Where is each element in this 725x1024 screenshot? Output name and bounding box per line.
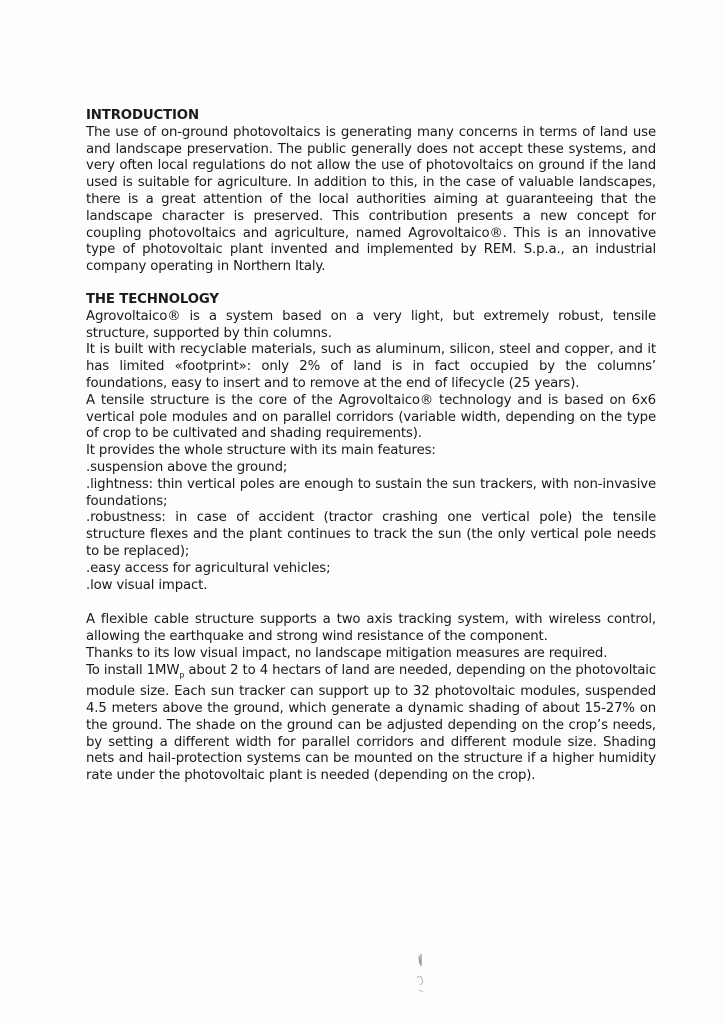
technology-paragraph: A tensile structure is the core of the Agrovoltaico® technology and is based on 6x6 vertical pole modules and on parallel corridors (variable width, depending on the type of crop to be cultivated and shading requirements).: [86, 392, 656, 442]
details-text: To install 1MW: [86, 662, 180, 678]
power-subscript: p: [179, 670, 185, 680]
feature-list-item: .low visual impact.: [86, 577, 208, 593]
section-spacer: [86, 276, 656, 292]
details-paragraph: Thanks to its low visual impact, no landscape mitigation measures are required.: [86, 645, 608, 661]
technology-paragraph: It is built with recyclable materials, such as aluminum, silicon, steel and copper, and it has limited «footprint»: only 2% of land is in fact occupied by the columns’ foundations, easy to insert and to remove at the end of lifecycle (25 years).: [86, 342, 656, 391]
scan-mark: [414, 952, 428, 996]
introduction-heading: INTRODUCTION: [86, 108, 199, 123]
feature-list-item: .easy access for agricultural vehicles;: [86, 560, 331, 576]
document-body: [86, 108, 656, 785]
technology-paragraph: Agrovoltaico® is a system based on a very light, but extremely robust, tensile structure, supported by thin columns.: [86, 308, 656, 341]
technology-heading: THE TECHNOLOGY: [86, 291, 219, 307]
section-spacer: [86, 594, 656, 612]
technology-paragraph: It provides the whole structure with its main features:: [86, 443, 436, 459]
details-text: about 2 to 4 hectars of land are needed, depending on the photovoltaic module size. Each sun tracker can support up to 32 photovoltaic modules, suspended 4.5 meters above the ground, which generate a dynamic shading of about 15-27% on the ground. The shade on the ground can be adjusted depending on the crop’s needs, by setting a different width for parallel corridors and different module size. Shading nets and hail-protection systems can be mounted on the structure if a higher humidity rate under the photovoltaic plant is needed (depending on the crop).: [86, 662, 657, 784]
introduction-paragraph: The use of on-ground photovoltaics is generating many concerns in terms of land use and landscape preservation. The public generally does not accept these systems, and very often local regulations do not allow the use of photovoltaics on ground if the land used is suitable for agriculture. In addition to this, in the case of valuable landscapes, there is a great attention of the local authorities aiming at guaranteeing that the landscape character is preserved. This contribution presents a new concept for coupling photovoltaics and agriculture, named Agrovoltaico®. This is an innovative type of photovoltaic plant invented and implemented by REM. S.p.a., an industrial company operating in Northern Italy.: [86, 124, 656, 275]
feature-list-item: .lightness: thin vertical poles are enough to sustain the sun trackers, with non-invasive foundations;: [86, 476, 656, 509]
feature-list-item: .robustness: in case of accident (tractor crashing one vertical pole) the tensile structure flexes and the plant continues to track the sun (the only vertical pole needs to be replaced);: [86, 510, 656, 559]
feature-list-item: .suspension above the ground;: [86, 459, 288, 475]
details-paragraph: [86, 663, 656, 785]
details-paragraph: A flexible cable structure supports a two axis tracking system, with wireless control, allowing the earthquake and strong wind resistance of the component.: [86, 612, 656, 645]
